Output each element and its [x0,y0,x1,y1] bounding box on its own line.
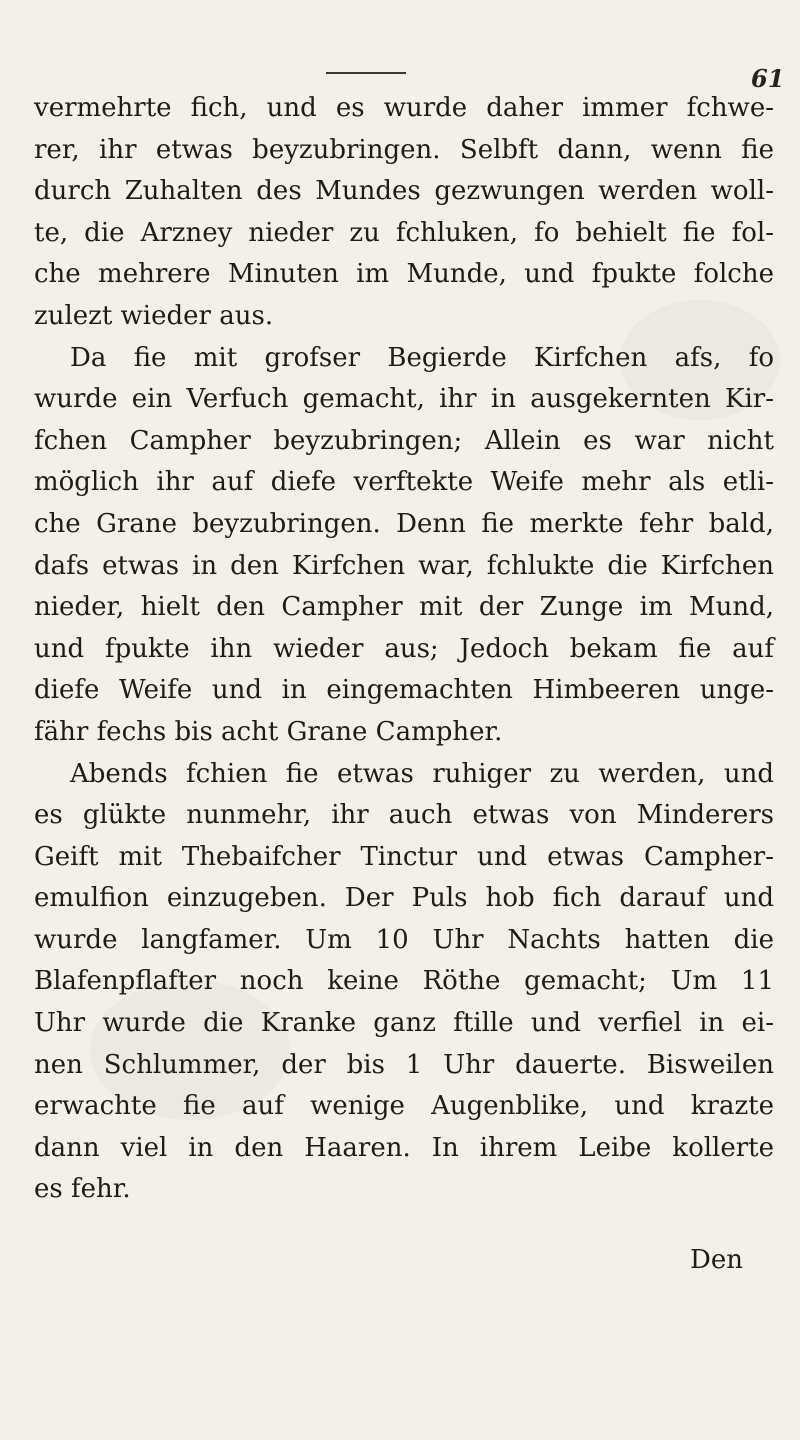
text-line: wurde langfamer. Um 10 Uhr Nachts hatten die [34,924,774,955]
text-line: emulfion einzugeben. Der Puls hob fich darauf und [34,883,774,914]
page-number: 61 [751,64,785,93]
text-line: che mehrere Minuten im Munde, und fpukte folche [34,259,774,290]
text-line: Blafenpflafter noch keine Röthe gemacht; Um 11 [34,966,774,997]
text-line: fähr fechs bis acht Grane Campher. [34,716,503,747]
text-line: nieder, hielt den Campher mit der Zunge im Mund, [34,592,774,623]
text-line: dann viel in den Haaren. In ihrem Leibe kollerte [34,1132,774,1163]
text-line: wurde ein Verfuch gemacht, ihr in ausgekernten Kir- [34,384,774,415]
text-line: dafs etwas in den Kirfchen war, fchlukte die Kirfchen [34,550,774,581]
text-line: durch Zuhalten des Mundes gezwungen werden woll- [34,176,774,207]
text-line: fchen Campher beyzubringen; Allein es war nicht [34,425,774,456]
text-line: möglich ihr auf diefe verftekte Weife mehr als etli- [34,467,774,498]
header-rule [326,72,406,74]
text-line: Geift mit Thebaifcher Tinctur und etwas Campher- [34,841,774,872]
text-line: che Grane beyzubringen. Denn fie merkte fehr bald, [34,508,774,539]
text-line: Da fie mit grofser Begierde Kirfchen afs, fo [70,342,774,373]
text-line: nen Schlummer, der bis 1 Uhr dauerte. Bisweilen [34,1049,774,1080]
catchword: Den [690,1245,743,1275]
text-line: diefe Weife und in eingemachten Himbeeren unge- [34,675,774,706]
text-line: erwachte fie auf wenige Augenblike, und krazte [34,1091,774,1122]
text-line: und fpukte ihn wieder aus; Jedoch bekam fie auf [34,633,774,664]
text-line: Abends fchien fie etwas ruhiger zu werden, und [70,758,774,789]
text-line: te, die Arzney nieder zu fchluken, fo behielt fie fol- [34,217,774,248]
body-text [34,88,774,1211]
text-line: vermehrte fich, und es wurde daher immer fchwe- [34,93,774,123]
text-line: rer, ihr etwas beyzubringen. Selbft dann, wenn fie [34,134,774,165]
text-line: zulezt wieder aus. [34,300,274,331]
text-line: es glükte nunmehr, ihr auch etwas von Minderers [34,800,774,831]
text-line: Uhr wurde die Kranke ganz ftille und verfiel in ei- [34,1008,774,1039]
text-line: es fehr. [34,1174,131,1205]
